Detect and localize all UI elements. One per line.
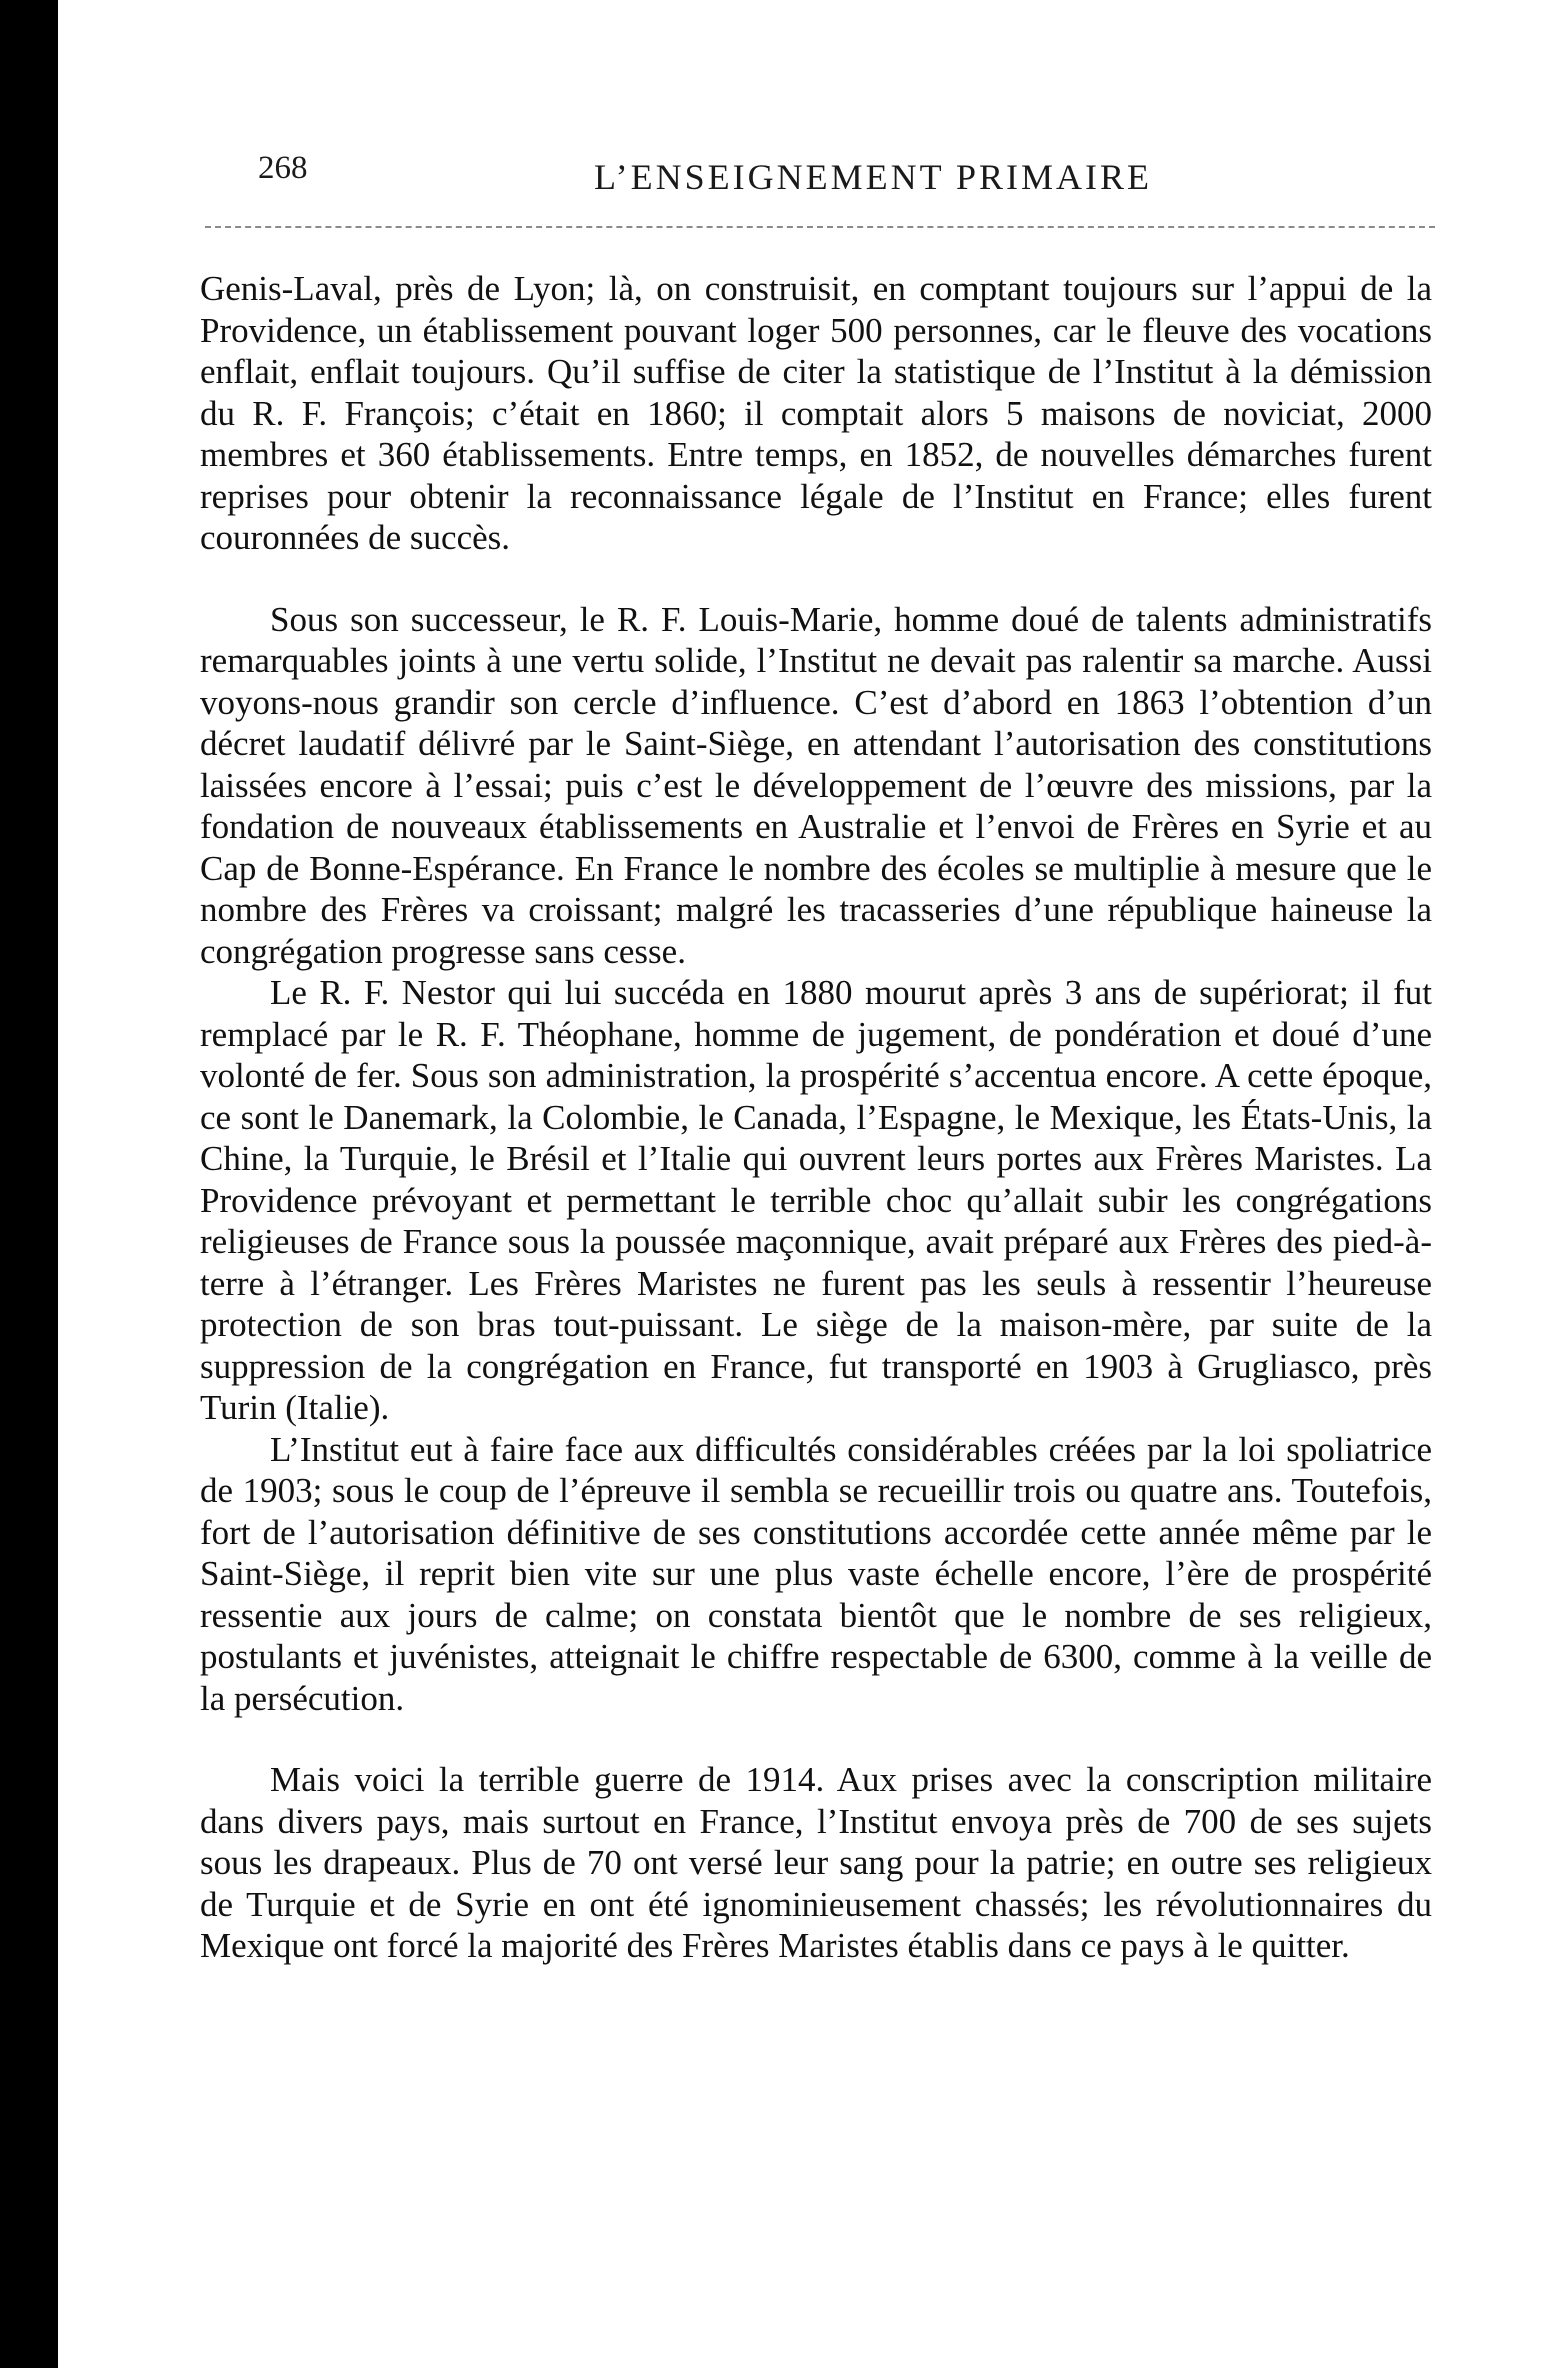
body-text	[200, 268, 1432, 1967]
paragraph-5: Mais voici la terrible guerre de 1914. Aux prises avec la conscription militaire dans divers pays, mais surtout en France, l’Institut envoya près de 700 de ses sujets sous les drapeaux. Plus de 70 ont versé leur sang pour la patrie; en outre ses religieux de Turquie et de Syrie en ont été ignominieusement chassés; les révolutionnaires du Mexique ont forcé la majorité des Frères Maristes établis dans ce pays à le quitter.	[200, 1760, 1432, 1965]
paragraph-3: Le R. F. Nestor qui lui succéda en 1880 mourut après 3 ans de supériorat; il fut remplacé par le R. F. Théophane, homme de jugement, de pondération et doué d’une volonté de fer. Sous son administration, la prospérité s’accentua encore. A cette époque, ce sont le Danemark, la Colombie, le Canada, l’Espagne, le Mexique, les États-Unis, la Chine, la Turquie, le Brésil et l’Italie qui ouvrent leurs portes aux Frères Maristes. La Providence prévoyant et permettant le terrible choc qu’allait subir les congrégations religieuses de France sous la poussée maçonnique, avait préparé aux Frères des pied-à-terre à l’étranger. Les Frères Maristes ne furent pas les seuls à ressentir l’heureuse protection de son bras tout-puissant. Le siège de la maison-mère, par suite de la suppression de la congrégation en France, fut transporté en 1903 à Grugliasco, près Turin (Italie).	[200, 973, 1432, 1427]
header-rule	[205, 226, 1435, 228]
paragraph-4: L’Institut eut à faire face aux difficultés considérables créées par la loi spoliatrice de 1903; sous le coup de l’épreuve il sembla se recueillir trois ou quatre ans. Toutefois, fort de l’autorisation définitive de ses constitutions accordée cette année même par le Saint-Siège, il reprit bien vite sur une plus vaste échelle encore, l’ère de prospérité ressentie aux jours de calme; on constata bientôt que le nombre de ses religieux, postulants et juvénistes, atteignait le chiffre respectable de 6300, comme à la veille de la persécution.	[200, 1429, 1432, 1718]
paragraph-1: Genis-Laval, près de Lyon; là, on construisit, en comptant toujours sur l’appui de la Providence, un établissement pouvant loger 500 personnes, car le fleuve des vocations enflait, enflait toujours. Qu’il suffise de citer la statistique de l’Institut à la démission du R. F. François; c’était en 1860; il comptait alors 5 maisons de noviciat, 2000 membres et 360 établissements. Entre temps, en 1852, de nouvelles démarches furent reprises pour obtenir la reconnaissance légale de l’Institut en France; elles furent couronnées de succès.	[200, 269, 1432, 557]
running-title: L’ENSEIGNEMENT PRIMAIRE	[593, 157, 1152, 197]
paragraph-2: Sous son successeur, le R. F. Louis-Marie, homme doué de talents administratifs remarquables joints à une vertu solide, l’Institut ne devait pas ralentir sa marche. Aussi voyons-nous grandir son cercle d’influence. C’est d’abord en 1863 l’obtention d’un décret laudatif délivré par le Saint-Siège, en attendant l’autorisation des constitutions laissées encore à l’essai; puis c’est le développement de l’œuvre des missions, par la fondation de nouveaux établissements en Australie et l’envoi de Frères en Syrie et au Cap de Bonne-Espérance. En France le nombre des écoles se multiplie à mesure que le nombre des Frères va croissant; malgré les tracasseries d’une république haineuse la congrégation progresse sans cesse.	[200, 599, 1432, 971]
page-number: 268	[258, 150, 308, 186]
page-header	[258, 150, 1488, 210]
